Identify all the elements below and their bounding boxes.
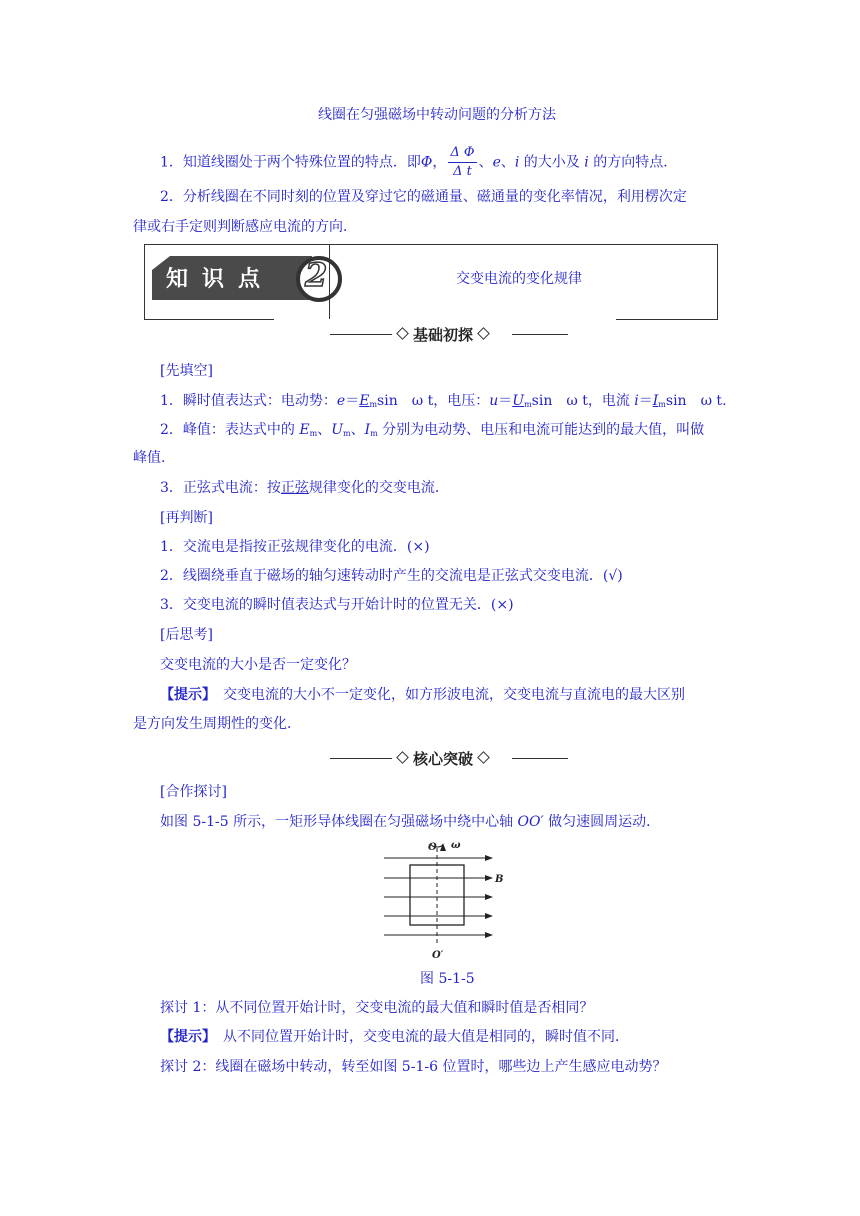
section-heading-core: [392, 748, 494, 769]
discussion-2: 探讨 2：线圈在磁场中转动，转至如图 5-1-6 位置时，哪些边上产生感应电动势？: [160, 1059, 667, 1075]
sin-term: sin ω t: [377, 393, 434, 409]
fill-item-3-text: 规律变化的交变电流．: [308, 480, 449, 496]
current-symbol: i: [584, 154, 589, 171]
sine-answer: 正弦: [280, 480, 309, 496]
diamond-icon: [396, 327, 409, 340]
Em-symbol: E: [359, 393, 370, 409]
emf-symbol: e: [336, 393, 346, 409]
Em-symbol: E: [299, 422, 310, 438]
diamond-icon: [477, 327, 490, 340]
subscript-m: m: [369, 400, 378, 409]
Um-symbol: U: [512, 393, 525, 409]
comma: ，: [432, 154, 447, 171]
intro-point-1-mid: 的大小及: [519, 154, 585, 171]
banner-rule: [144, 319, 274, 320]
fill-item-1-text: ，电流: [587, 393, 635, 409]
intro-point-2-line1: 2．分析线圈在不同时刻的位置及穿过它的磁通量、磁通量的变化率情况，利用楞次定: [160, 189, 687, 205]
judge-tag: [再判断]: [160, 510, 213, 526]
judge-item-1: 1．交流电是指按正弦规律变化的电流．(×): [160, 539, 430, 555]
equals: ＝: [345, 393, 360, 409]
voltage-symbol: u: [489, 393, 499, 409]
figure-caption: 图 5-1-5: [420, 971, 475, 987]
intro-point-2-line2: 律或右手定则判断感应电流的方向．: [133, 219, 357, 235]
label-B: B: [495, 874, 504, 885]
section-heading-text: 基础初探: [413, 326, 474, 344]
intro-point-1: [160, 144, 677, 181]
separator: 、: [350, 422, 365, 438]
sin-term: sin ω t: [665, 393, 723, 409]
coop-intro: [160, 812, 660, 832]
think-tag: [后思考]: [160, 627, 213, 643]
fill-item-2-line2: 峰值．: [133, 450, 175, 466]
discussion-1: 探讨 1：从不同位置开始计时，交变电流的最大值和瞬时值是否相同？: [160, 1000, 594, 1016]
subscript-m: m: [658, 400, 666, 409]
section-rule-left: [330, 758, 392, 759]
fill-item-3: [160, 478, 449, 498]
equals: ＝: [498, 393, 513, 409]
fraction-denominator: Δ t: [453, 164, 472, 179]
current-answer: [653, 393, 666, 409]
label-omega: ω: [451, 840, 461, 851]
sin-term: sin ω t: [531, 393, 588, 409]
intro-point-1-text: 1．知道线圈处于两个特殊位置的特点．即: [160, 154, 421, 171]
current-symbol: i: [514, 154, 520, 171]
banner-rule: [616, 319, 717, 320]
fill-item-1-text: 1．瞬时值表达式：电动势：: [160, 393, 337, 409]
voltage-answer: [512, 393, 531, 409]
subscript-m: m: [343, 429, 351, 438]
judge-item-3: 3．交变电流的瞬时值表达式与开始计时的位置无关．(×): [160, 597, 514, 613]
fill-item-2-text: 分别为电动势、电压和电流可能达到的最大值，叫做: [377, 422, 705, 438]
hint-1: [160, 685, 685, 705]
fill-item-1: [160, 391, 727, 415]
period: .: [722, 393, 727, 409]
equals: ＝: [638, 393, 653, 409]
fraction-numerator: Δ Φ: [448, 144, 476, 163]
coop-intro-text: 如图 5-1-5 所示，一矩形导体线圈在匀强磁场中绕中心轴: [160, 814, 518, 830]
label-O-prime: O′: [432, 950, 444, 960]
label-O: O: [428, 842, 437, 853]
hint-2: [160, 1027, 629, 1047]
emf-symbol: e: [492, 154, 501, 171]
Im-symbol: I: [652, 393, 659, 409]
hint-label: 【提示】: [160, 1029, 209, 1045]
separator: 、: [317, 422, 332, 438]
coop-tag: [合作探讨]: [160, 784, 227, 800]
separator: 、: [478, 154, 493, 171]
intro-point-1-end: 的方向特点．: [588, 154, 678, 171]
hint-text: 从不同位置开始计时，交变电流的最大值是相同的，瞬时值不同．: [209, 1029, 629, 1045]
hint-label: 【提示】: [160, 687, 209, 703]
hint-1-line2: 是方向发生周期性的变化．: [133, 716, 301, 732]
subscript-m: m: [524, 400, 532, 409]
section-heading-basic: [392, 324, 494, 345]
hint-text: 交变电流的大小不一定变化，如方形波电流，交变电流与直流电的最大区别: [209, 687, 685, 703]
phi-symbol: Φ: [420, 154, 433, 171]
section-heading-text: 核心突破: [413, 750, 474, 768]
judge-item-2: 2．线圈绕垂直于磁场的轴匀速转动时产生的交流电是正弦式交变电流．(√): [160, 568, 623, 584]
section-rule-right: [512, 758, 568, 759]
fill-tag: [先填空]: [160, 363, 213, 379]
Im-symbol: I: [364, 422, 371, 438]
knowledge-point-number: 2: [305, 256, 328, 294]
fill-item-1-text: ，电压：: [433, 393, 490, 409]
diamond-icon: [396, 751, 409, 764]
think-question: 交变电流的大小是否一定变化？: [160, 657, 356, 673]
subscript-m: m: [370, 429, 378, 438]
section-rule-right: [512, 334, 568, 335]
page-title: 线圈在匀强磁场中转动问题的分析方法: [318, 107, 556, 123]
emf-answer: [359, 393, 377, 409]
figure-5-1-5: [380, 838, 510, 960]
section-rule-left: [330, 334, 392, 335]
fill-item-2: [160, 420, 704, 444]
separator: 、: [500, 154, 515, 171]
coop-intro-text: 做匀速圆周运动．: [543, 814, 661, 830]
diamond-icon: [477, 751, 490, 764]
knowledge-point-title: 交变电流的变化规律: [456, 271, 582, 287]
current-symbol: i: [634, 393, 639, 409]
flux-rate-fraction: [448, 144, 476, 181]
axis-label: OO′: [517, 814, 544, 830]
knowledge-point-label: 知识点: [166, 267, 275, 292]
fill-item-2-text: 2．峰值：表达式中的: [160, 422, 300, 438]
fill-item-3-text: 3．正弦式电流：按: [160, 480, 281, 496]
banner-divider: [329, 244, 330, 319]
Um-symbol: U: [331, 422, 343, 438]
subscript-m: m: [309, 429, 318, 438]
